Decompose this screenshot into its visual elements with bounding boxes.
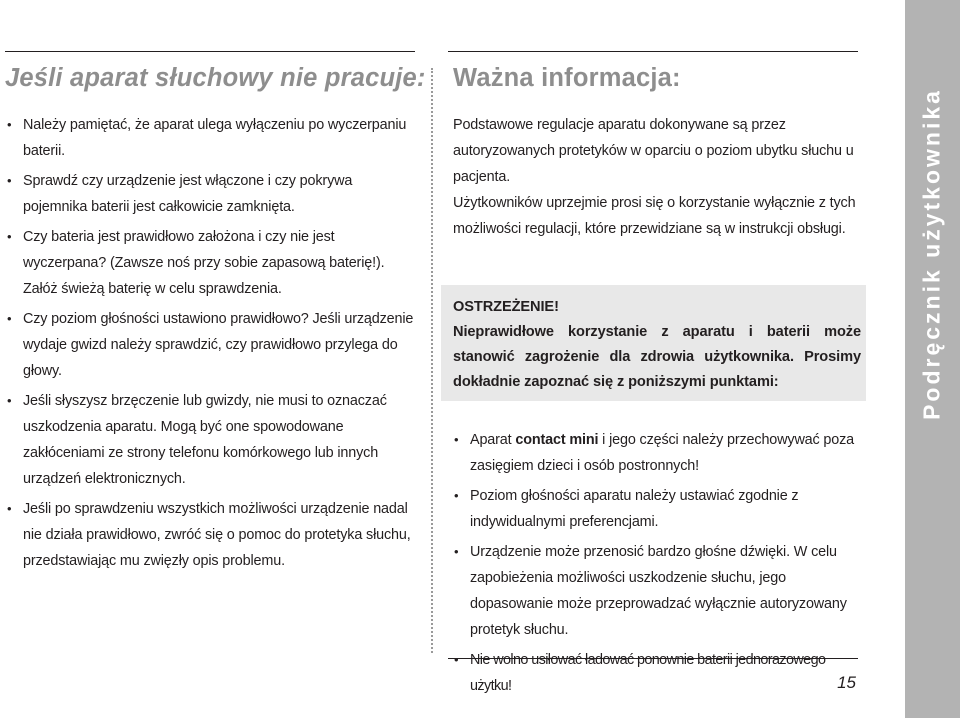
column-divider: [431, 68, 433, 653]
bullet-icon: •: [454, 652, 458, 667]
side-tab-label: Podręcznik użytkownika: [918, 88, 945, 420]
top-rule-left: [5, 51, 415, 52]
troubleshooting-list: [6, 112, 420, 578]
bullet-icon: •: [7, 173, 12, 188]
bullet-icon: •: [454, 544, 459, 559]
warning-body: Nieprawidłowe korzystanie z aparatu i baterii może stanowić zagrożenie dla zdrowia użytkownika. Prosimy dokładnie zapoznać się z poniższymi punktami:: [453, 324, 861, 390]
bullet-icon: •: [7, 501, 12, 516]
list-item: • Poziom głośności aparatu należy ustawiać zgodnie z indywidualnymi preferencjami.: [453, 483, 863, 535]
product-name: contact mini: [515, 432, 599, 448]
bullet-icon: •: [7, 393, 12, 408]
list-item: • Jeśli słyszysz brzęczenie lub gwizdy, nie musi to oznaczać uszkodzenia aparatu. Mogą być one spowodowane zakłóceniami ze strony telefonu komórkowego lub innych urządzeń elektronicznych.: [6, 388, 420, 492]
list-item: • Nie wolno usiłować ładować ponownie baterii jednorazowego użytku!: [453, 647, 863, 699]
bullet-icon: •: [454, 432, 459, 447]
bullet-icon: •: [7, 117, 12, 132]
important-info-heading: Ważna informacja:: [453, 64, 681, 92]
bullet-icon: •: [7, 229, 12, 244]
list-item: • Aparat contact mini i jego części należy przechowywać poza zasięgiem dzieci i osób postronnych!: [453, 427, 863, 479]
bullet-icon: •: [7, 311, 12, 326]
troubleshooting-heading: Jeśli aparat słuchowy nie pracuje:: [5, 64, 426, 92]
list-item: • Należy pamiętać, że aparat ulega wyłączeniu po wyczerpaniu baterii.: [6, 112, 420, 164]
bullet-icon: •: [454, 488, 459, 503]
intro-paragraph: Użytkowników uprzejmie prosi się o korzystanie wyłącznie z tych możliwości regulacji, które przewidziane są w instrukcji obsługi.: [453, 195, 856, 237]
list-item: • Sprawdź czy urządzenie jest włączone i czy pokrywa pojemnika baterii jest całkowicie zamknięta.: [6, 168, 420, 220]
list-item: • Urządzenie może przenosić bardzo głośne dźwięki. W celu zapobieżenia możliwości uszkodzenie słuchu, jego dopasowanie może przeprowadzać wyłącznie autoryzowany protetyk słuchu.: [453, 539, 863, 643]
intro-paragraph: Podstawowe regulacje aparatu dokonywane są przez autoryzowanych protetyków w oparciu o poziom ubytku słuchu u pacjenta.: [453, 117, 854, 185]
warning-title: OSTRZEŻENIE!: [453, 299, 559, 315]
list-item: • Czy bateria jest prawidłowo założona i czy nie jest wyczerpana? (Zawsze noś przy sobie zapasową baterię!). Załóż świeżą baterię w celu sprawdzenia.: [6, 224, 420, 302]
safety-list: [453, 427, 863, 703]
page-number: 15: [837, 673, 856, 692]
list-item: • Czy poziom głośności ustawiono prawidłowo? Jeśli urządzenie wydaje gwizd należy sprawdzić, czy prawidłowo przylega do głowy.: [6, 306, 420, 384]
important-info-intro: [453, 112, 863, 242]
list-item: • Jeśli po sprawdzeniu wszystkich możliwości urządzenie nadal nie działa prawidłowo, zwróć się o pomoc do protetyka słuchu, przedstawiając mu zwięzły opis problemu.: [6, 496, 420, 574]
top-rule-right: [448, 51, 858, 52]
warning-text: [453, 295, 861, 395]
